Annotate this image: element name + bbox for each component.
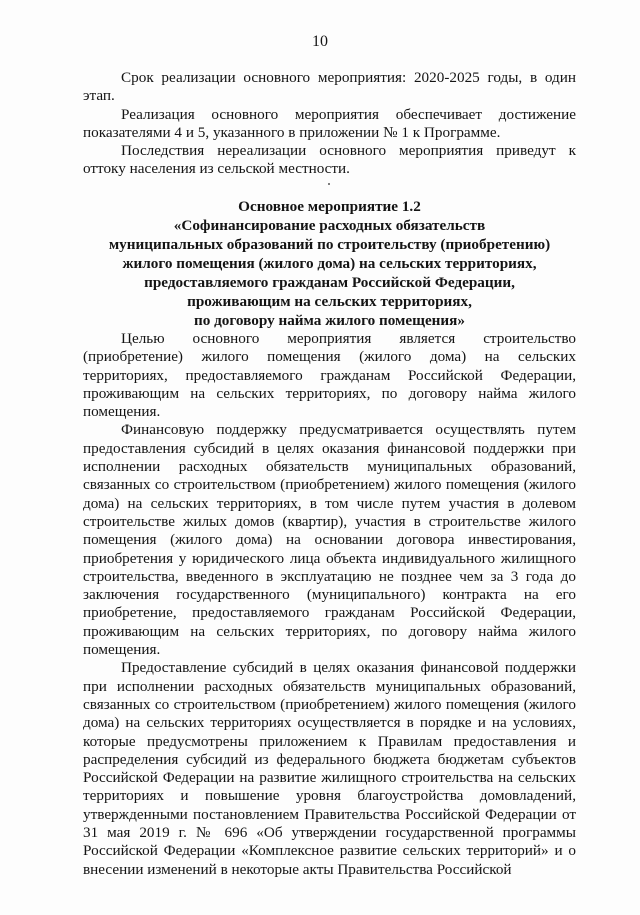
heading-line: «Софинансирование расходных обязательств	[173, 217, 486, 234]
section-heading	[83, 197, 576, 330]
heading-line: муниципальных образований по строительству (приобретению)	[108, 236, 551, 253]
intro-text-block	[83, 69, 576, 179]
heading-line: по договору найма жилого помещения»	[193, 312, 465, 329]
heading-line: Основное мероприятие 1.2	[238, 198, 421, 215]
paragraph-non-implementation-consequences: Последствия нереализации основного мероприятия приведут к оттоку населения из сельской местности.	[83, 142, 576, 178]
heading-line: жилого помещения (жилого дома) на сельских территориях,	[122, 255, 537, 272]
paragraph-goal: Целью основного мероприятия является строительство (приобретение) жилого помещения (жилого дома) на сельских территориях, предоставляемого гражданам Российской Федерации, проживающим на сельских территориях, по договору найма жилого помещения.	[83, 330, 576, 421]
main-text-block	[83, 330, 576, 879]
heading-line: предоставляемого гражданам Российской Федерации,	[144, 274, 515, 291]
paragraph-subsidy-provision: Предоставление субсидий в целях оказания финансовой поддержки при исполнении расходных обязательств муниципальных образований, связанных со строительством (приобретением) жилого помещения (жилого дома) на сельских территориях осуществляется в порядке и на условиях, которые предусмотрены приложением к Правилам предоставления и распределения субсидий из федерального бюджета бюджетам субъектов Российской Федерации на развитие жилищного строительства на сельских территориях и повышение уровня благоустройства домовладений, утвержденными постановлением Правительства Российской Федерации от 31 мая 2019 г. № 696 «Об утверждении государственной программы Российской Федерации «Комплексное развитие сельских территорий» и о внесении изменений в некоторые акты Правительства Российской	[83, 659, 576, 878]
paragraph-financial-support: Финансовую поддержку предусматривается осуществлять путем предоставления субсидий в целях оказания финансовой поддержки при исполнении расходных обязательств муниципальных образований, связанных со строительством (приобретением) жилого помещения (жилого дома) на сельских территориях, в том числе путем участия в долевом строительстве жилых домов (квартир), участия в строительстве жилого помещения (жилого дома) на основании договора инвестирования, приобретения у юридического лица объекта индивидуального жилищного строительства, введенного в эксплуатацию не позднее чем за 3 года до заключения государственного (муниципального) контракта на его приобретение, предоставляемого гражданам Российской Федерации, проживающим на сельских территориях, по договору найма жилого помещения.	[83, 421, 576, 659]
heading-line: проживающим на сельских территориях,	[187, 293, 472, 310]
page-number: 10	[312, 33, 328, 50]
paragraph-implementation-result: Реализация основного мероприятия обеспечивает достижение показателями 4 и 5, указанного в приложении № 1 к Программе.	[83, 105, 576, 141]
paragraph-implementation-period: Срок реализации основного мероприятия: 2020-2025 годы, в один этап.	[83, 69, 576, 105]
scan-speck	[328, 183, 330, 185]
